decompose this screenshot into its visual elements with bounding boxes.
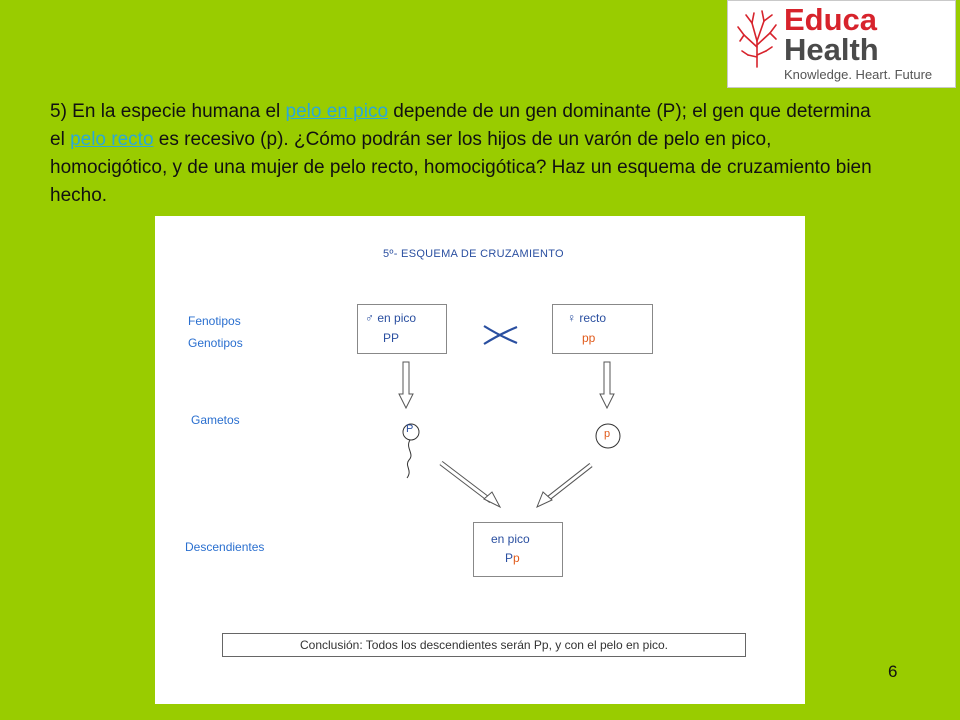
female-phenotype: ♀ recto [567,311,607,325]
educahealth-logo [727,0,956,88]
offspring-allele-recessive: p [513,551,520,565]
label-genotipos: Genotipos [188,336,243,350]
female-gamete-allele: p [604,428,611,440]
male-genotype: PP [383,331,400,345]
question-part2: depende de un gen dominante (P); el gen que determina el [50,101,871,150]
conclusion-box: Conclusión: Todos los descendientes serán Pp, y con el pelo en pico. [222,633,746,657]
offspring-genotype [505,551,520,565]
cross-diagram-panel [155,216,805,704]
question-text [50,98,890,210]
cross-symbol-icon [484,326,517,344]
diagram-title: 5º- ESQUEMA DE CRUZAMIENTO [383,248,564,260]
question-part3: es recesivo (p). ¿Cómo podrán ser los hijos de un varón de pelo en pico, homocigótico, y de una mujer de pelo recto, homocigótica? Haz un esquema de cruzamiento bien hecho. [50,129,872,206]
page-number: 6 [888,662,898,681]
offspring-box [473,522,563,577]
question-part1: 5) En la especie humana el [50,101,286,122]
female-parent-box [552,304,653,354]
link-pelo-recto[interactable]: pelo recto [70,129,154,150]
label-gametos: Gametos [191,413,240,427]
male-parent-box [357,304,447,354]
male-phenotype: ♂ en pico [365,311,417,325]
arrow-diagonal-left [441,463,500,507]
diagram-arrows [155,216,805,704]
female-genotype: pp [582,331,596,345]
logo-health-text: Health [784,32,879,67]
label-fenotipos: Fenotipos [188,314,241,328]
label-descendientes: Descendientes [185,540,265,554]
male-gamete-allele: P [406,423,414,435]
offspring-phenotype: en pico [491,532,530,546]
tree-logo-icon [734,7,780,69]
logo-tagline: Knowledge. Heart. Future [784,67,933,82]
arrow-diagonal-right [537,465,591,507]
logo-educa-text: Educa [784,2,878,37]
arrow-down-female [600,362,614,408]
link-pelo-en-pico[interactable]: pelo en pico [285,101,389,122]
arrow-down-male [399,362,413,408]
offspring-allele-dominant: P [505,551,514,565]
